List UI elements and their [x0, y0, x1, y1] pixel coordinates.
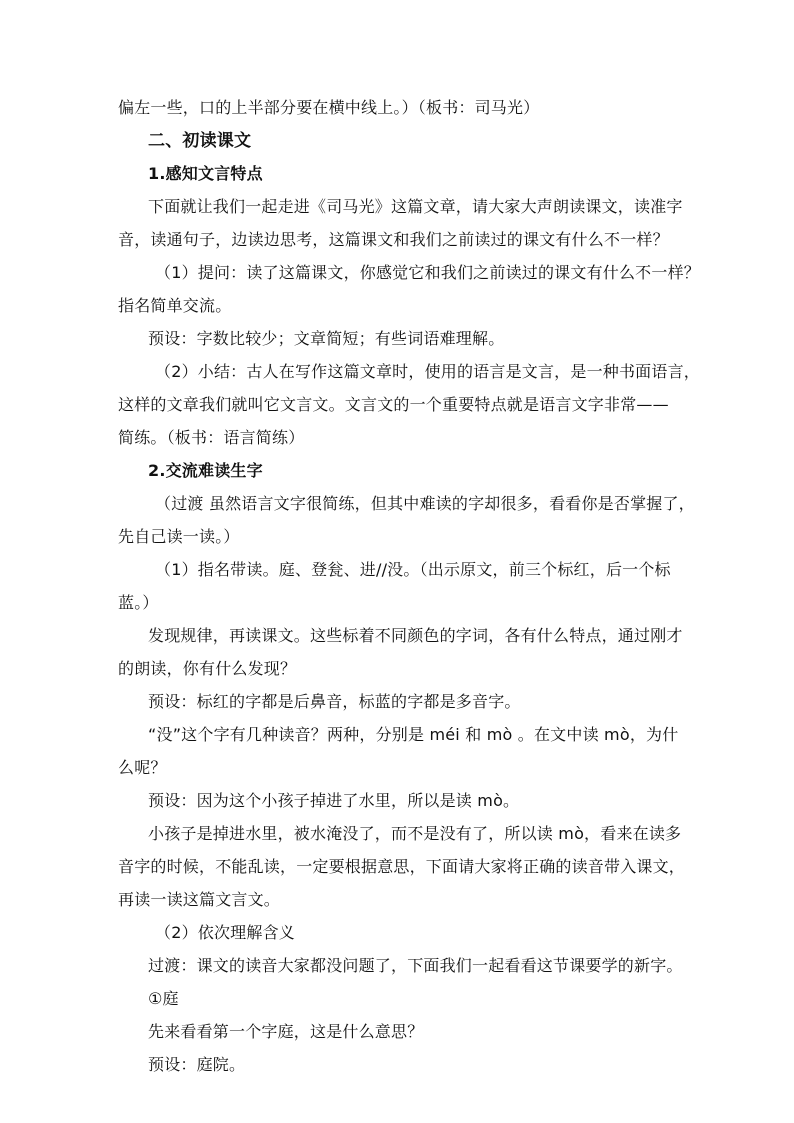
paragraph-line: （过渡 虽然语言文字很简练，但其中难读的字却很多，看看你是否掌握了， — [155, 494, 695, 513]
paragraph-line: 小孩子是掉进水里，被水淹没了，而不是没有了，所以读 mò，看来在读多 — [148, 824, 682, 843]
paragraph-line: 先自己读一读。） — [118, 527, 240, 546]
paragraph-line: 发现规律，再读课文。这些标着不同颜色的字词，各有什么特点，通过刚才 — [148, 626, 683, 645]
paragraph-line: 下面就让我们一起走进《司马光》这篇文章，请大家大声朗读课文，读准字 — [148, 197, 683, 216]
paragraph-line: 音，读通句子，边读边思考，这篇课文和我们之前读过的课文有什么不一样？ — [118, 230, 669, 249]
paragraph-line: 再读一读这篇文言文。 — [118, 890, 281, 909]
paragraph-line: “没”这个字有几种读音？两种，分别是 méi 和 mò 。在文中读 mò，为什 — [148, 725, 679, 744]
paragraph-line: 预设：因为这个小孩子掉进了水里，所以是读 mò。 — [148, 791, 520, 810]
paragraph-line: （2）依次理解含义 — [155, 923, 295, 942]
paragraph-line: （2）小结：古人在写作这篇文章时，使用的语言是文言，是一种书面语言， — [155, 362, 700, 381]
paragraph-line: 先来看看第一个字庭，这是什么意思？ — [148, 1022, 424, 1041]
paragraph-line: 的朗读，你有什么发现？ — [118, 659, 297, 678]
paragraph-line: （1）指名带读。庭、登瓮、进//没。（出示原文，前三个标红，后一个标 — [155, 560, 671, 579]
paragraph-line: 简练。（板书：语言简练） — [118, 428, 305, 447]
subsection-heading: 1.感知文言特点 — [148, 164, 263, 183]
paragraph-line: 蓝。） — [118, 593, 159, 612]
text-line: 偏左一些，口的上半部分要在横中线上。）（板书：司马光） — [118, 98, 540, 117]
paragraph-line: 指名简单交流。 — [118, 296, 232, 315]
paragraph-line: （1）提问：读了这篇课文，你感觉它和我们之前读过的课文有什么不一样？ — [155, 263, 700, 282]
paragraph-line: 预设：标红的字都是后鼻音，标蓝的字都是多音字。 — [148, 692, 521, 711]
subsection-heading: 2.交流难读生字 — [148, 461, 263, 480]
paragraph-line: 么呢？ — [118, 758, 167, 777]
section-heading: 二、初读课文 — [148, 131, 252, 151]
paragraph-line: 预设：庭院。 — [148, 1055, 246, 1074]
paragraph-line: ①庭 — [148, 989, 179, 1008]
paragraph-line: 这样的文章我们就叫它文言文。文言文的一个重要特点就是语言文字非常—— — [118, 395, 669, 414]
paragraph-line: 预设：字数比较少；文章简短；有些词语难理解。 — [148, 329, 505, 348]
paragraph-line: 音字的时候，不能乱读，一定要根据意思，下面请大家将正确的读音带入课文， — [118, 857, 686, 876]
paragraph-line: 过渡：课文的读音大家都没问题了，下面我们一起看看这节课要学的新字。 — [148, 956, 683, 975]
